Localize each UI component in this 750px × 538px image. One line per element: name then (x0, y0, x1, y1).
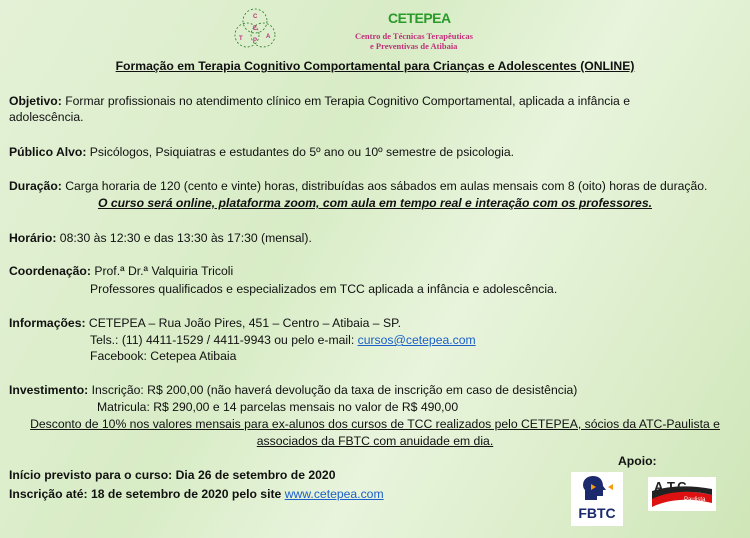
label: Duração: (9, 179, 62, 193)
coordenacao-cont: Professores qualificados e especializados em TCC aplicada a infância e adolescência. (90, 282, 558, 296)
text: Formar profissionais no atendimento clínico em Terapia Cognitivo Comportamental, aplicada a infância e (61, 94, 630, 108)
discount: Desconto de 10% nos valores mensais para ex-alunos dos cursos de TCC realizados pelo CETEPEA, sócios da ATC-Paulista e (30, 417, 720, 431)
informacoes (9, 316, 401, 330)
svg-text:P: P (253, 38, 258, 44)
text: Tels.: (11) 4411-1529 / 4411-9943 ou pelo e-mail: (90, 333, 358, 347)
atc-sub: Paulista (684, 497, 706, 503)
publico (9, 145, 514, 159)
svg-text:T: T (239, 36, 243, 42)
text: Inscrição: R$ 200,00 (não haverá devolução da taxa de inscrição em caso de desistência) (88, 383, 578, 397)
investimento (9, 383, 577, 397)
apoio-label: Apoio: (618, 454, 657, 468)
text: Prof.ª Dr.ª Valquiria Tricoli (90, 264, 234, 278)
svg-text:C: C (253, 14, 258, 20)
brand-name: CETEPEA (388, 10, 451, 26)
brand-subtitle-2: e Preventivas de Atibaia (370, 41, 458, 51)
fbtc-text: FBTC (578, 505, 616, 521)
label: Informações: (9, 316, 86, 330)
duracao (9, 179, 707, 193)
online-note: O curso será online, plataforma zoom, com aula em tempo real e interação com os professores. (97, 196, 653, 210)
label: Investimento: (9, 383, 89, 397)
text: Psicólogos, Psiquiatras e estudantes do 5º ano ou 10º semestre de psicologia. (86, 145, 515, 159)
inicio: Início previsto para o curso: Dia 26 de setembro de 2020 (9, 468, 336, 482)
cetepea-logo (233, 6, 277, 52)
atc-text: A.T.C (654, 479, 687, 494)
objetivo-cont: adolescência. (9, 110, 84, 124)
atc-logo (648, 477, 716, 511)
head-icon (579, 472, 615, 502)
text: CETEPEA – Rua João Pires, 451 – Centro – Atibaia – SP. (85, 316, 402, 330)
label: Coordenação: (9, 264, 91, 278)
page-title: Formação em Terapia Cognitivo Comportamental para Crianças e Adolescentes (ONLINE) (115, 59, 635, 73)
text: Carga horaria de 120 (cento e vinte) horas, distribuídas aos sábados em aulas mensais com 8 (oito) horas de duração. (61, 179, 708, 193)
label: Objetivo: (9, 94, 62, 108)
objetivo (9, 94, 630, 108)
text: 08:30 às 12:30 e das 13:30 às 17:30 (mensal). (56, 231, 312, 245)
label: Horário: (9, 231, 57, 245)
facebook: Facebook: Cetepea Atibaia (90, 349, 237, 363)
site-link[interactable]: www.cetepea.com (284, 487, 384, 501)
svg-text:A: A (266, 34, 271, 40)
coordenacao (9, 264, 233, 278)
fbtc-logo (571, 472, 623, 526)
phones (90, 333, 476, 347)
email-link[interactable]: cursos@cetepea.com (357, 333, 476, 347)
brand-subtitle: Centro de Técnicas Terapêuticas (355, 31, 473, 41)
horario (9, 231, 312, 245)
label: Público Alvo: (9, 145, 87, 159)
discount-cont: associados da FBTC com anuidade em dia. (256, 434, 494, 448)
svg-text:E: E (253, 26, 258, 32)
matricula: Matricula: R$ 290,00 e 14 parcelas mensais no valor de R$ 490,00 (97, 400, 459, 414)
inscricao: Inscrição até: 18 de setembro de 2020 pelo site (9, 487, 285, 501)
